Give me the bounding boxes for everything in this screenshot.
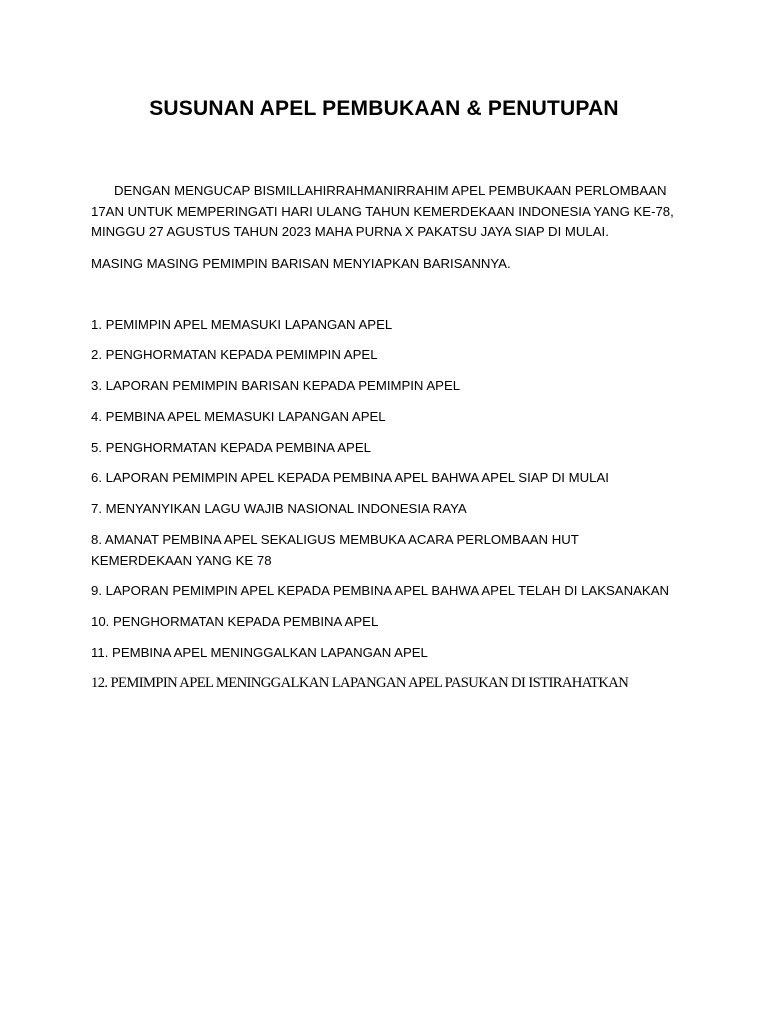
step-item-6: 6. LAPORAN PEMIMPIN APEL KEPADA PEMBINA APEL BAHWA APEL SIAP DI MULAI [91, 470, 609, 485]
step-item-9: 9. LAPORAN PEMIMPIN APEL KEPADA PEMBINA APEL BAHWA APEL TELAH DI LAKSANAKAN [91, 583, 670, 598]
intro-line-2: 17AN UNTUK MEMPERINGATI HARI ULANG TAHUN KEMERDEKAAN INDONESIA YANG KE-78, [91, 203, 674, 219]
step-item-3: 3. LAPORAN PEMIMPIN BARISAN KEPADA PEMIMPIN APEL [91, 378, 461, 393]
step-item-1: 1. PEMIMPIN APEL MEMASUKI LAPANGAN APEL [91, 317, 393, 332]
step-item-8: 8. AMANAT PEMBINA APEL SEKALIGUS MEMBUKA ACARA PERLOMBAAN HUT KEMERDEKAAN YANG KE 78 [91, 532, 579, 568]
step-item-5: 5. PENGHORMATAN KEPADA PEMBINA APEL [91, 440, 371, 455]
instruction-text: MASING MASING PEMIMPIN BARISAN MENYIAPKAN BARISANNYA. [91, 256, 511, 271]
intro-line-3: MINGGU 27 AGUSTUS TAHUN 2023 MAHA PURNA X PAKATSU JAYA SIAP DI MULAI. [91, 224, 609, 239]
step-item-12: 12. PEMIMPIN APEL MENINGGALKAN LAPANGAN APEL PASUKAN DI ISTIRAHATKAN [91, 675, 629, 691]
step-item-7: 7. MENYANYIKAN LAGU WAJIB NASIONAL INDONESIA RAYA [91, 501, 467, 516]
step-item-10: 10. PENGHORMATAN KEPADA PEMBINA APEL [91, 614, 379, 629]
intro-paragraph [91, 181, 681, 243]
step-item-2: 2. PENGHORMATAN KEPADA PEMIMPIN APEL [91, 347, 378, 362]
document-title: SUSUNAN APEL PEMBUKAAN & PENUTUPAN [149, 97, 619, 120]
step-item-11: 11. PEMBINA APEL MENINGGALKAN LAPANGAN APEL [91, 645, 428, 660]
step-item-4: 4. PEMBINA APEL MEMASUKI LAPANGAN APEL [91, 409, 386, 424]
intro-line-1: DENGAN MENGUCAP BISMILLAHIRRAHMANIRRAHIM APEL PEMBUKAAN PERLOMBAAN [114, 183, 667, 198]
